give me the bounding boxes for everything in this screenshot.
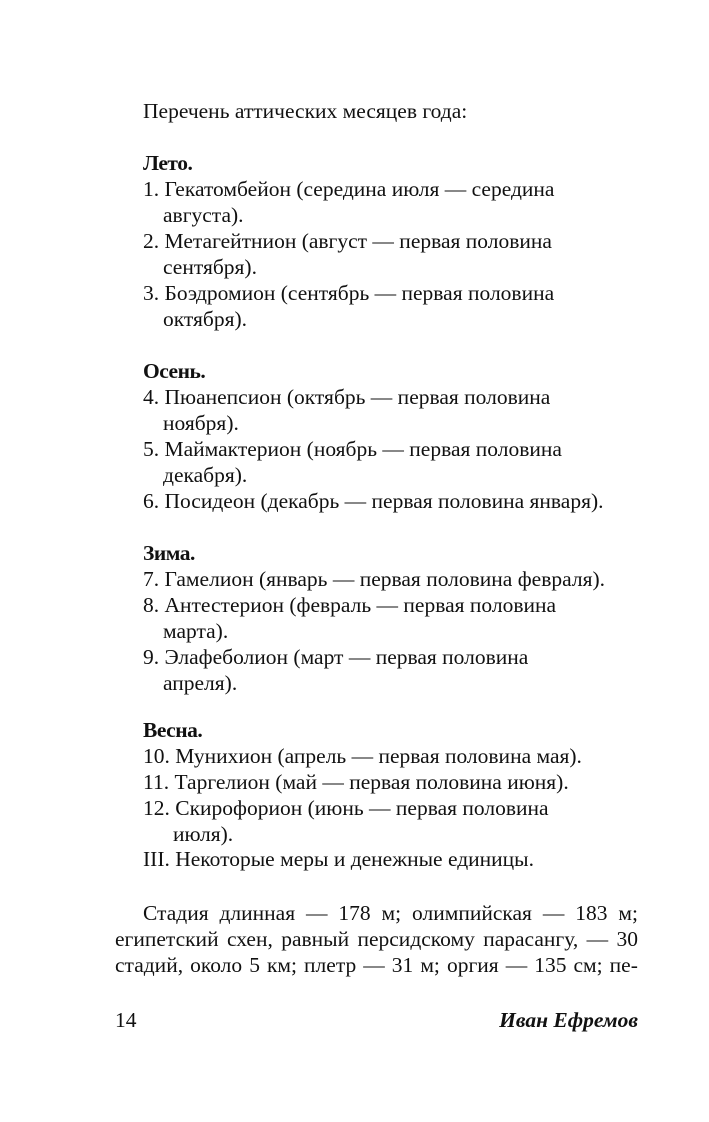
season-title: Весна. [143, 718, 203, 742]
month-line: 12. Скирофорион (июнь — первая половина [143, 796, 549, 820]
running-author: Иван Ефремов [499, 1008, 638, 1032]
month-line: 2. Метагейтнион (август — первая половина [143, 229, 552, 253]
month-item [143, 436, 663, 488]
month-item [143, 176, 663, 228]
word: 183 [575, 901, 608, 925]
paragraph-line [115, 926, 638, 952]
month-item [143, 644, 663, 696]
month-list [143, 384, 663, 514]
word: — [363, 953, 385, 977]
word: м; [381, 901, 402, 925]
month-item [143, 769, 663, 795]
word: 30 [616, 927, 638, 951]
word: км; [266, 953, 298, 977]
word: — [542, 901, 565, 925]
word: 5 [249, 953, 260, 977]
month-line-continued: марта). [163, 619, 229, 643]
word: около [190, 953, 243, 977]
word: схен, [226, 927, 273, 951]
word: персидскому [357, 927, 475, 951]
season-title: Лето. [143, 151, 193, 175]
month-item [143, 743, 663, 769]
month-line: 4. Пюанепсион (октябрь — первая половина [143, 385, 551, 409]
word: стадий, [115, 953, 184, 977]
word: египетский [115, 927, 219, 951]
word: м; [420, 953, 440, 977]
word: пе- [609, 953, 638, 977]
paragraph-line [115, 900, 638, 926]
month-list [143, 176, 663, 332]
word: равный [281, 927, 350, 951]
word: 178 [338, 901, 371, 925]
month-line: 9. Элафеболион (март — первая половина [143, 645, 529, 669]
word: оргия [446, 953, 499, 977]
measures-heading: III. Некоторые меры и денежные единицы. [143, 847, 534, 871]
season-block-summer [143, 150, 663, 332]
page-number: 14 [115, 1008, 137, 1032]
month-line: 7. Гамелион (январь — первая половина февраля). [143, 567, 605, 591]
month-line: 8. Антестерион (февраль — первая половина [143, 593, 557, 617]
month-item [143, 488, 663, 514]
month-line-continued: июля). [173, 822, 234, 846]
season-title: Зима. [143, 541, 195, 565]
month-item [143, 280, 663, 332]
word: парасангу, [483, 927, 579, 951]
month-line-continued: декабря). [163, 463, 248, 487]
month-line: 3. Боэдромион (сентябрь — первая половина [143, 281, 555, 305]
season-title: Осень. [143, 359, 206, 383]
season-block-spring [143, 717, 663, 847]
word: см; [573, 953, 603, 977]
intro-line: Перечень аттических месяцев года: [143, 99, 468, 123]
word: 135 [534, 953, 567, 977]
month-item [143, 592, 663, 644]
month-list [143, 566, 663, 696]
word: Стадия [143, 901, 209, 925]
word: длинная [219, 901, 296, 925]
month-line-continued: апреля). [163, 671, 238, 695]
month-line-continued: сентября). [163, 255, 257, 279]
month-item [143, 384, 663, 436]
word: м; [618, 901, 638, 925]
month-line: 5. Маймактерион (ноябрь — первая половина [143, 437, 562, 461]
month-line: 11. Таргелион (май — первая половина июня). [143, 770, 569, 794]
month-line: 1. Гекатомбейон (середина июля — середина [143, 177, 555, 201]
word: — [505, 953, 528, 977]
word: 31 [391, 953, 414, 977]
season-block-autumn [143, 358, 663, 514]
word: плетр [304, 953, 357, 977]
month-item [143, 566, 663, 592]
month-line-continued: августа). [163, 203, 244, 227]
season-block-winter [143, 540, 663, 696]
word: олимпийская [412, 901, 532, 925]
month-list [143, 743, 663, 847]
month-line-continued: ноября). [163, 411, 239, 435]
month-line-continued: октября). [163, 307, 248, 331]
measures-paragraph [115, 900, 638, 978]
month-item [143, 228, 663, 280]
paragraph-line [115, 952, 638, 978]
word: — [306, 901, 328, 925]
word: — [586, 927, 609, 951]
month-line: 6. Посидеон (декабрь — первая половина января). [143, 489, 604, 513]
month-line: 10. Мунихион (апрель — первая половина мая). [143, 744, 582, 768]
month-item [143, 795, 663, 847]
